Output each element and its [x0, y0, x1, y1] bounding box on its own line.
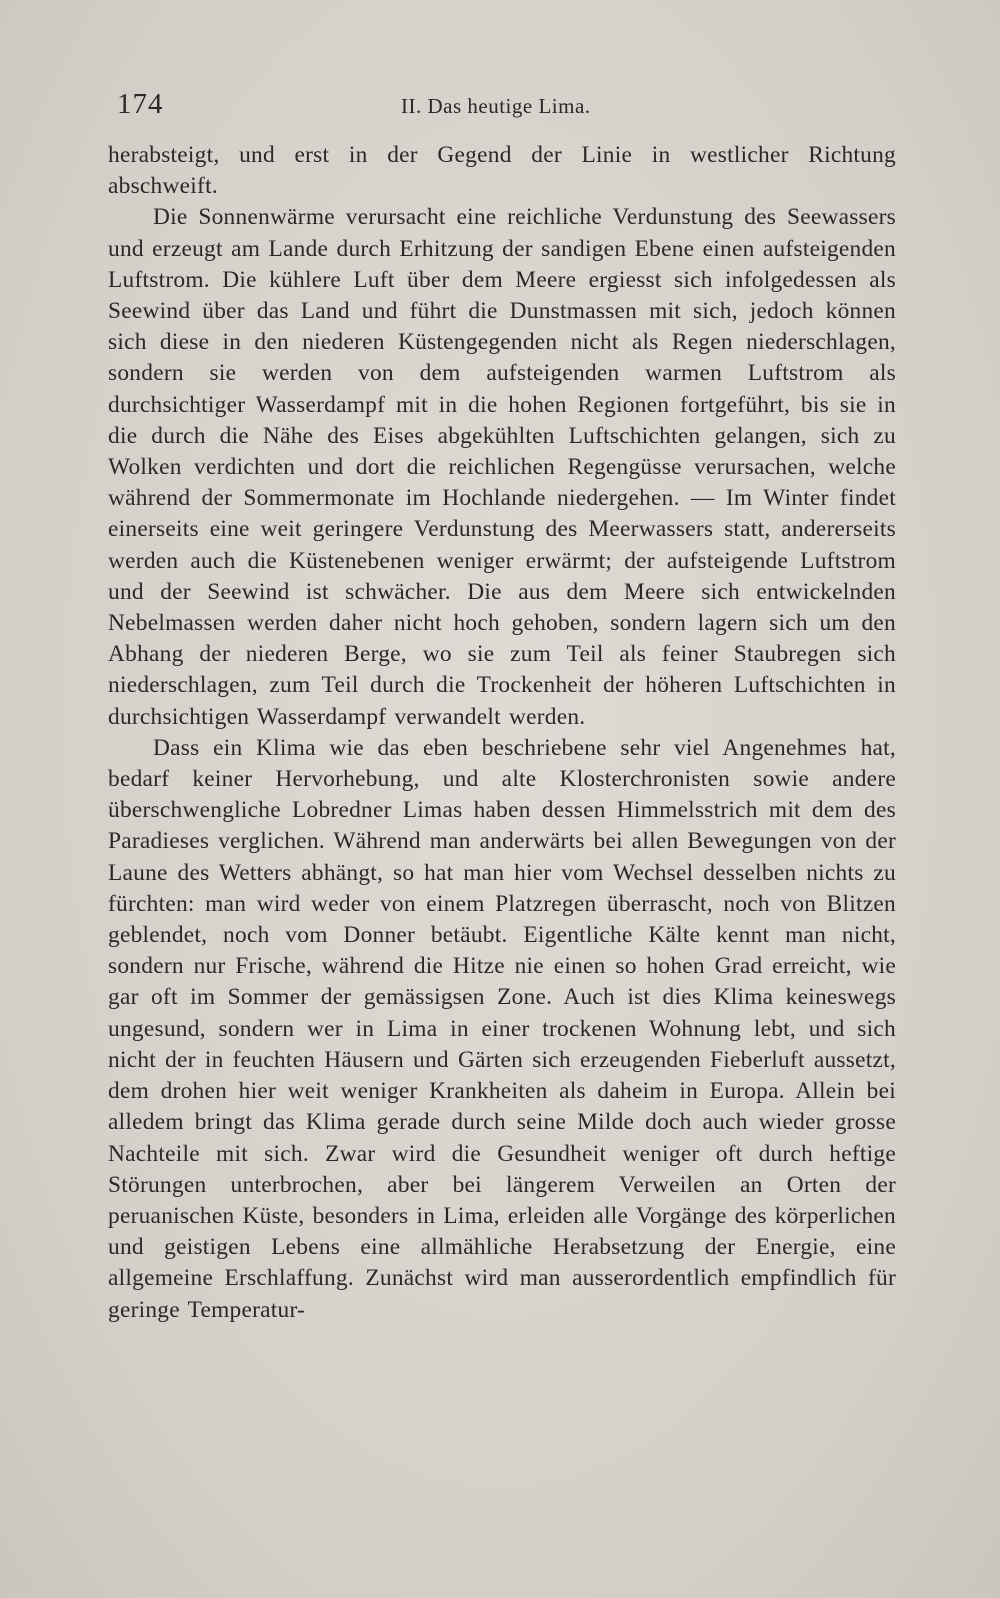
page-number: 174 [117, 88, 164, 120]
chapter-title: II. Das heutige Lima. [401, 94, 591, 118]
paragraph-continuation: herabsteigt, und erst in der Gegend der Linie in westlicher Richtung abschweift. [108, 142, 896, 200]
paragraph-sea-breeze: Die Sonnenwärme verursacht eine reichliche Verdunstung des Seewassers und erzeugt am Lande durch Erhitzung der sandigen Ebene einen aufsteigenden Luftstrom. Die kühlere Luft über dem Meere ergiesst sich infolgedessen als Seewind über das Land und führt die Dunstmassen mit sich, jedoch können sich diese in den niederen Küstengegenden nicht als Regen niederschlagen, sondern sie werden von dem aufsteigenden warmen Luftstrom als durchsichtiger Wasserdampf mit in die hohen Regionen fortgeführt, bis sie in die durch die Nähe des Eises abgekühlten Luftschichten gelangen, sich zu Wolken verdichten und dort die reichlichen Regengüsse verursachen, welche während der Sommermonate im Hochlande niedergehen. — Im Winter findet einerseits eine weit geringere Verdunstung des Meerwassers statt, andererseits werden auch die Küstenebenen weniger erwärmt; der aufsteigende Luftstrom und der Seewind ist schwächer. Die aus dem Meere sich entwickelnden Nebelmassen werden daher nicht hoch gehoben, sondern lagern sich um den Abhang der niederen Berge, wo sie zum Teil als feiner Staubregen sich niederschlagen, zum Teil durch die Trockenheit der höheren Luftschichten in durchsichtigen Wasserdampf verwandelt werden. [108, 204, 896, 730]
body-text [108, 140, 896, 1326]
paragraph-climate: Dass ein Klima wie das eben beschriebene sehr viel Angenehmes hat, bedarf keiner Hervorhebung, und alte Klosterchronisten sowie andere überschwengliche Lobredner Limas haben dessen Himmelsstrich mit dem des Paradieses verglichen. Während man anderwärts bei allen Bewegungen von der Laune des Wetters abhängt, so hat man hier vom Wechsel desselben nichts zu fürchten: man wird weder von einem Platzregen überrascht, noch von Blitzen geblendet, noch vom Donner betäubt. Eigentliche Kälte kennt man nicht, sondern nur Frische, während die Hitze nie einen so hohen Grad erreicht, wie gar oft im Sommer der gemässigsen Zone. Auch ist dies Klima keineswegs ungesund, sondern wer in Lima in einer trockenen Wohnung lebt, und sich nicht der in feuchten Häusern und Gärten sich erzeugenden Fieberluft aussetzt, dem drohen hier weit weniger Krankheiten als daheim in Europa. Allein bei alledem bringt das Klima gerade durch seine Milde doch auch wieder grosse Nachteile mit sich. Zwar wird die Gesundheit weniger oft durch heftige Störungen unterbrochen, aber bei längerem Verweilen an Orten der peruanischen Küste, besonders in Lima, erleiden alle Vorgänge des körperlichen und geistigen Lebens eine allmähliche Herabsetzung der Energie, eine allgemeine Erschlaffung. Zunächst wird man ausserordentlich empfindlich für geringe Temperatur- [108, 734, 896, 1323]
running-head [117, 88, 897, 128]
